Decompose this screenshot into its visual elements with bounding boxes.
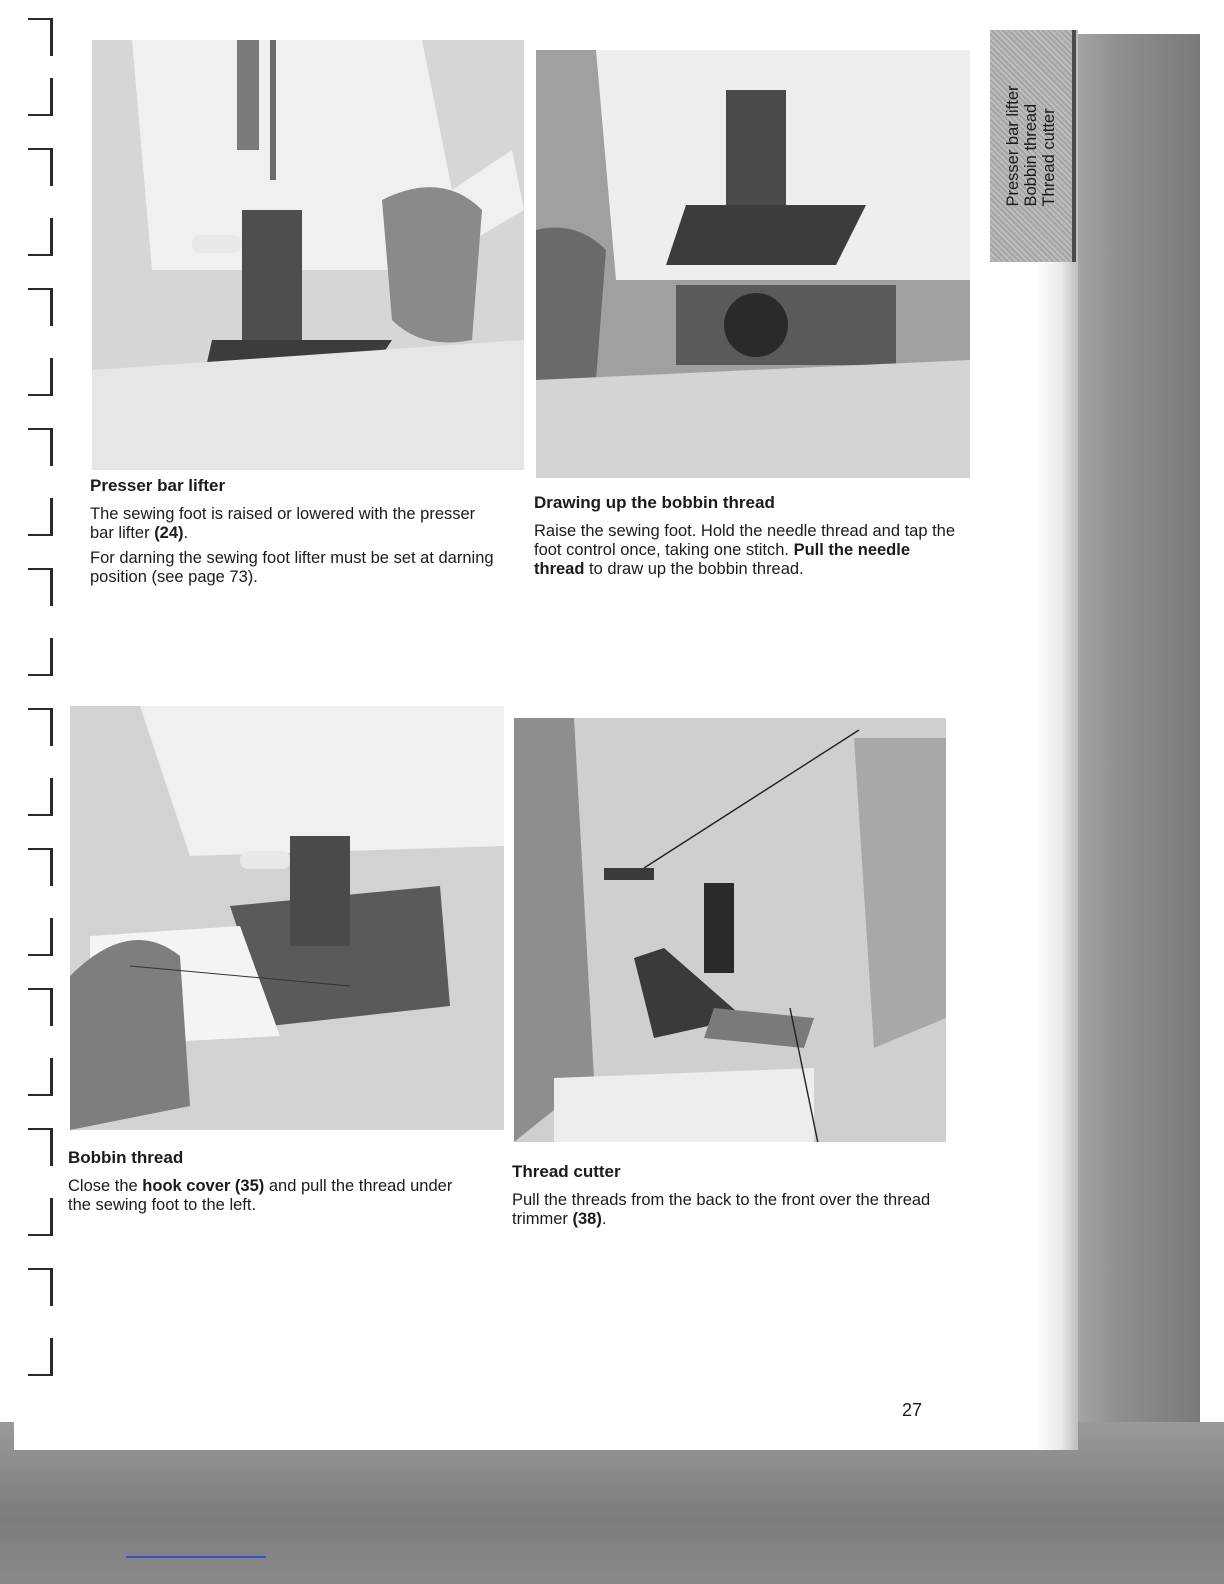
text-run: and pull the thread under the sewing foot to the left. xyxy=(68,1177,453,1214)
binding-ring xyxy=(28,848,53,886)
binding-ring xyxy=(28,638,53,676)
binding-ring xyxy=(28,218,53,256)
part-reference: (38) xyxy=(572,1210,602,1228)
photo-bobbin-thread xyxy=(70,706,504,1130)
binding-ring xyxy=(28,1268,53,1306)
binding-ring xyxy=(28,288,53,326)
binding-ring xyxy=(28,358,53,396)
binding-ring xyxy=(28,568,53,606)
binding-ring xyxy=(28,1128,53,1166)
binding-ring xyxy=(28,1198,53,1236)
text-run: Raise the sewing foot. Hold the needle thread and tap the foot control once, taking one stitch. xyxy=(534,522,956,559)
section-drawing-up-bobbin-thread xyxy=(534,493,964,585)
emphasis-text: Pull the needle thread xyxy=(534,541,911,578)
thumb-tab-line: Bobbin thread xyxy=(1022,103,1040,207)
section-title: Thread cutter xyxy=(512,1162,621,1181)
section-paragraph xyxy=(512,1191,932,1229)
section-title: Bobbin thread xyxy=(68,1148,184,1167)
page-number: 27 xyxy=(902,1400,923,1420)
scan-background-right xyxy=(1068,34,1200,1574)
scan-artifact-line xyxy=(126,1556,266,1558)
photo-drawing-up-bobbin-thread xyxy=(536,50,970,478)
part-reference: hook cover (35) xyxy=(142,1177,265,1195)
photo-thread-cutter xyxy=(514,718,946,1142)
section-presser-bar-lifter xyxy=(90,476,500,593)
text-run: . xyxy=(601,1210,607,1228)
binding-ring xyxy=(28,778,53,816)
text-run: Close the xyxy=(68,1177,143,1195)
section-paragraph xyxy=(68,1177,478,1215)
binding-ring xyxy=(28,988,53,1026)
section-thread-cutter xyxy=(512,1162,932,1235)
section-paragraph xyxy=(534,522,964,579)
binding-ring xyxy=(28,918,53,956)
binding-ring xyxy=(28,428,53,466)
section-title: Drawing up the bobbin thread xyxy=(534,493,775,512)
part-reference: (24) xyxy=(154,524,184,542)
section-bobbin-thread xyxy=(68,1148,478,1221)
photo-presser-bar-lifter xyxy=(92,40,524,470)
binding-ring xyxy=(28,18,53,56)
section-paragraph: For darning the sewing foot lifter must be set at darning position (see page 73). xyxy=(90,549,494,586)
binding-ring xyxy=(28,148,53,186)
binding-ring xyxy=(28,498,53,536)
section-paragraph xyxy=(90,505,500,543)
thumb-tab-text xyxy=(1004,85,1058,206)
binding-ring xyxy=(28,78,53,116)
chapter-thumb-tab xyxy=(990,30,1076,262)
binding-ring xyxy=(28,1058,53,1096)
text-run: The sewing foot is raised or lowered with the presser bar lifter xyxy=(90,505,476,542)
text-run: to draw up the bobbin thread. xyxy=(584,560,804,578)
text-run: Pull the threads from the back to the front over the thread trimmer xyxy=(512,1191,931,1228)
binding-ring xyxy=(28,1338,53,1376)
section-title: Presser bar lifter xyxy=(90,476,226,495)
spiral-binding xyxy=(14,18,64,1388)
thumb-tab-line: Presser bar lifter xyxy=(1004,85,1022,207)
thumb-tab-line: Thread cutter xyxy=(1040,108,1058,207)
text-run: . xyxy=(183,524,189,542)
binding-ring xyxy=(28,708,53,746)
